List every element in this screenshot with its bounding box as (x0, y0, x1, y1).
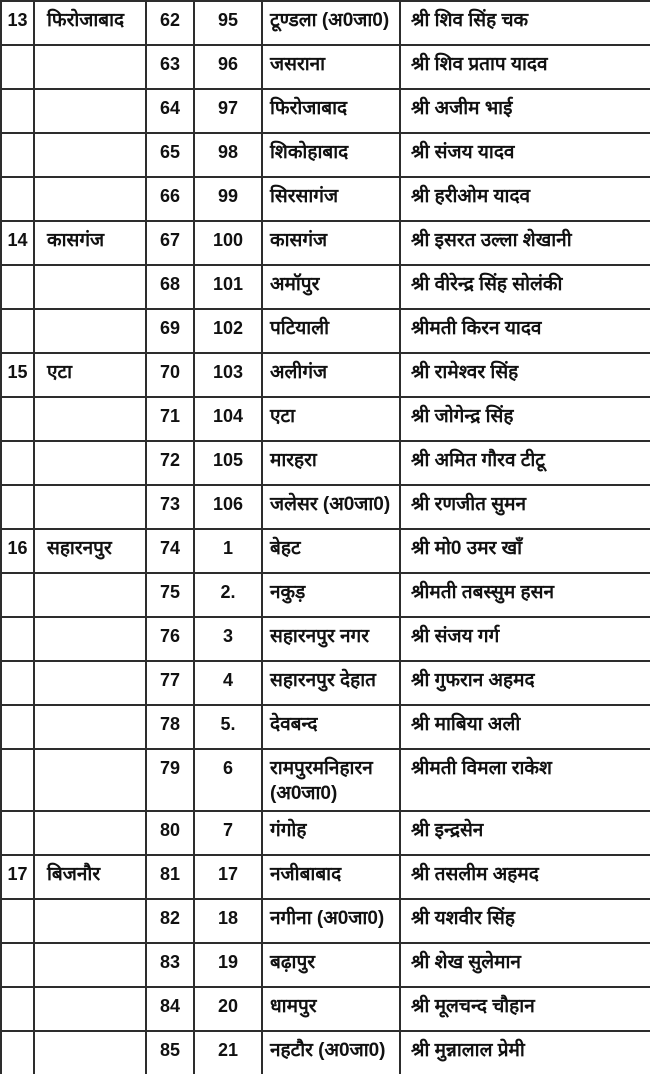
cell-district-name (34, 177, 146, 221)
cell-constituency-no: 21 (194, 1031, 262, 1074)
table-row (1, 899, 650, 943)
cell-serial-no (1, 45, 34, 89)
cell-constituency-no: 20 (194, 987, 262, 1031)
cell-constituency-name: अमॉपुर (262, 265, 400, 309)
cell-district-name (34, 397, 146, 441)
cell-constituency-name: नहटौर (अ0जा0) (262, 1031, 400, 1074)
cell-district-name: बिजनौर (34, 855, 146, 899)
cell-district-name (34, 987, 146, 1031)
cell-district-name: कासगंज (34, 221, 146, 265)
cell-constituency-no: 17 (194, 855, 262, 899)
cell-district-name (34, 133, 146, 177)
cell-incharge-name: श्रीमती किरन यादव (400, 309, 650, 353)
cell-constituency-name: नगीना (अ0जा0) (262, 899, 400, 943)
table-row (1, 1031, 650, 1074)
cell-incharge-name: श्री शिव सिंह चक (400, 1, 650, 45)
cell-serial-no (1, 987, 34, 1031)
cell-sequence-no: 72 (146, 441, 194, 485)
cell-serial-no (1, 177, 34, 221)
cell-incharge-name: श्री जोगेन्द्र सिंह (400, 397, 650, 441)
cell-incharge-name: श्री हरीओम यादव (400, 177, 650, 221)
cell-incharge-name: श्री शिव प्रताप यादव (400, 45, 650, 89)
cell-constituency-no: 106 (194, 485, 262, 529)
cell-constituency-no: 1 (194, 529, 262, 573)
cell-constituency-no: 104 (194, 397, 262, 441)
cell-constituency-name: नजीबाबाद (262, 855, 400, 899)
cell-constituency-name: बढ़ापुर (262, 943, 400, 987)
cell-district-name: फिरोजाबाद (34, 1, 146, 45)
cell-constituency-no: 5. (194, 705, 262, 749)
cell-serial-no (1, 441, 34, 485)
cell-serial-no (1, 573, 34, 617)
cell-sequence-no: 82 (146, 899, 194, 943)
cell-constituency-no: 98 (194, 133, 262, 177)
cell-incharge-name: श्री इन्द्रसेन (400, 811, 650, 855)
cell-sequence-no: 67 (146, 221, 194, 265)
cell-serial-no (1, 309, 34, 353)
cell-district-name (34, 749, 146, 811)
cell-sequence-no: 77 (146, 661, 194, 705)
cell-serial-no (1, 943, 34, 987)
cell-serial-no: 16 (1, 529, 34, 573)
table-row (1, 811, 650, 855)
cell-serial-no (1, 661, 34, 705)
cell-incharge-name: श्री मूलचन्द चौहान (400, 987, 650, 1031)
cell-district-name (34, 617, 146, 661)
cell-sequence-no: 74 (146, 529, 194, 573)
cell-constituency-name: सहारनपुर देहात (262, 661, 400, 705)
table-row (1, 441, 650, 485)
cell-incharge-name: श्री वीरेन्द्र सिंह सोलंकी (400, 265, 650, 309)
cell-constituency-no: 103 (194, 353, 262, 397)
cell-constituency-name: एटा (262, 397, 400, 441)
cell-serial-no (1, 705, 34, 749)
cell-sequence-no: 80 (146, 811, 194, 855)
cell-constituency-name: सिरसागंज (262, 177, 400, 221)
cell-sequence-no: 75 (146, 573, 194, 617)
table-row (1, 133, 650, 177)
cell-sequence-no: 79 (146, 749, 194, 811)
cell-serial-no: 13 (1, 1, 34, 45)
cell-serial-no (1, 397, 34, 441)
cell-constituency-name: जसराना (262, 45, 400, 89)
cell-district-name: एटा (34, 353, 146, 397)
cell-serial-no (1, 749, 34, 811)
cell-serial-no: 15 (1, 353, 34, 397)
cell-incharge-name: श्री संजय गर्ग (400, 617, 650, 661)
cell-constituency-name: मारहरा (262, 441, 400, 485)
cell-constituency-name: फिरोजाबाद (262, 89, 400, 133)
cell-incharge-name: श्री माबिया अली (400, 705, 650, 749)
cell-sequence-no: 69 (146, 309, 194, 353)
cell-sequence-no: 70 (146, 353, 194, 397)
cell-incharge-name: श्री संजय यादव (400, 133, 650, 177)
cell-incharge-name: श्रीमती विमला राकेश (400, 749, 650, 811)
table-row (1, 265, 650, 309)
cell-sequence-no: 68 (146, 265, 194, 309)
cell-district-name (34, 485, 146, 529)
cell-constituency-name: शिकोहाबाद (262, 133, 400, 177)
cell-district-name (34, 309, 146, 353)
table-row (1, 573, 650, 617)
table-row (1, 397, 650, 441)
cell-district-name (34, 899, 146, 943)
cell-constituency-name: धामपुर (262, 987, 400, 1031)
table-row (1, 987, 650, 1031)
table-row (1, 855, 650, 899)
cell-serial-no: 14 (1, 221, 34, 265)
cell-sequence-no: 65 (146, 133, 194, 177)
cell-incharge-name: श्री यशवीर सिंह (400, 899, 650, 943)
cell-incharge-name: श्री रामेश्वर सिंह (400, 353, 650, 397)
table-row (1, 617, 650, 661)
cell-constituency-no: 105 (194, 441, 262, 485)
cell-constituency-no: 96 (194, 45, 262, 89)
cell-district-name: सहारनपुर (34, 529, 146, 573)
cell-sequence-no: 83 (146, 943, 194, 987)
cell-district-name (34, 705, 146, 749)
cell-district-name (34, 573, 146, 617)
cell-constituency-no: 7 (194, 811, 262, 855)
table-row (1, 45, 650, 89)
cell-constituency-no: 102 (194, 309, 262, 353)
cell-constituency-no: 4 (194, 661, 262, 705)
cell-sequence-no: 63 (146, 45, 194, 89)
cell-serial-no (1, 617, 34, 661)
cell-constituency-name: देवबन्द (262, 705, 400, 749)
cell-incharge-name: श्री मो0 उमर खाँ (400, 529, 650, 573)
cell-incharge-name: श्री अजीम भाई (400, 89, 650, 133)
cell-constituency-name: नकुड़ (262, 573, 400, 617)
cell-constituency-no: 97 (194, 89, 262, 133)
cell-incharge-name: श्री तसलीम अहमद (400, 855, 650, 899)
cell-incharge-name: श्री गुफरान अहमद (400, 661, 650, 705)
table-row (1, 221, 650, 265)
table-row (1, 661, 650, 705)
cell-incharge-name: श्री मुन्नालाल प्रेमी (400, 1031, 650, 1074)
cell-sequence-no: 85 (146, 1031, 194, 1074)
cell-sequence-no: 66 (146, 177, 194, 221)
cell-serial-no (1, 899, 34, 943)
cell-incharge-name: श्रीमती तबस्सुम हसन (400, 573, 650, 617)
cell-constituency-no: 2. (194, 573, 262, 617)
cell-incharge-name: श्री इसरत उल्ला शेखानी (400, 221, 650, 265)
table-row (1, 943, 650, 987)
cell-constituency-name: रामपुरमनिहारन (अ0जा0) (262, 749, 400, 811)
cell-constituency-no: 95 (194, 1, 262, 45)
cell-incharge-name: श्री रणजीत सुमन (400, 485, 650, 529)
cell-serial-no (1, 811, 34, 855)
table-row (1, 309, 650, 353)
cell-serial-no (1, 265, 34, 309)
cell-constituency-no: 19 (194, 943, 262, 987)
cell-constituency-no: 18 (194, 899, 262, 943)
cell-constituency-name: सहारनपुर नगर (262, 617, 400, 661)
cell-district-name (34, 265, 146, 309)
cell-constituency-name: जलेसर (अ0जा0) (262, 485, 400, 529)
cell-constituency-no: 101 (194, 265, 262, 309)
table-row (1, 89, 650, 133)
cell-sequence-no: 81 (146, 855, 194, 899)
cell-serial-no (1, 89, 34, 133)
cell-serial-no (1, 133, 34, 177)
cell-constituency-name: पटियाली (262, 309, 400, 353)
table-row (1, 177, 650, 221)
cell-constituency-name: बेहट (262, 529, 400, 573)
cell-district-name (34, 1031, 146, 1074)
cell-sequence-no: 64 (146, 89, 194, 133)
cell-district-name (34, 441, 146, 485)
cell-incharge-name: श्री शेख सुलेमान (400, 943, 650, 987)
cell-sequence-no: 76 (146, 617, 194, 661)
cell-sequence-no: 71 (146, 397, 194, 441)
cell-serial-no: 17 (1, 855, 34, 899)
cell-serial-no (1, 1031, 34, 1074)
cell-constituency-no: 3 (194, 617, 262, 661)
cell-constituency-no: 99 (194, 177, 262, 221)
cell-constituency-name: कासगंज (262, 221, 400, 265)
table-row (1, 529, 650, 573)
table-row (1, 749, 650, 811)
cell-serial-no (1, 485, 34, 529)
cell-district-name (34, 811, 146, 855)
cell-constituency-name: टूण्डला (अ0जा0) (262, 1, 400, 45)
cell-sequence-no: 62 (146, 1, 194, 45)
table-body (1, 1, 650, 1074)
table-row (1, 705, 650, 749)
cell-constituency-name: गंगोह (262, 811, 400, 855)
cell-constituency-no: 6 (194, 749, 262, 811)
cell-sequence-no: 84 (146, 987, 194, 1031)
cell-district-name (34, 45, 146, 89)
cell-sequence-no: 73 (146, 485, 194, 529)
table-row (1, 353, 650, 397)
cell-district-name (34, 943, 146, 987)
cell-sequence-no: 78 (146, 705, 194, 749)
cell-constituency-name: अलीगंज (262, 353, 400, 397)
table-row (1, 1, 650, 45)
cell-constituency-no: 100 (194, 221, 262, 265)
cell-incharge-name: श्री अमित गौरव टीटू (400, 441, 650, 485)
table-row (1, 485, 650, 529)
cell-district-name (34, 661, 146, 705)
cell-district-name (34, 89, 146, 133)
